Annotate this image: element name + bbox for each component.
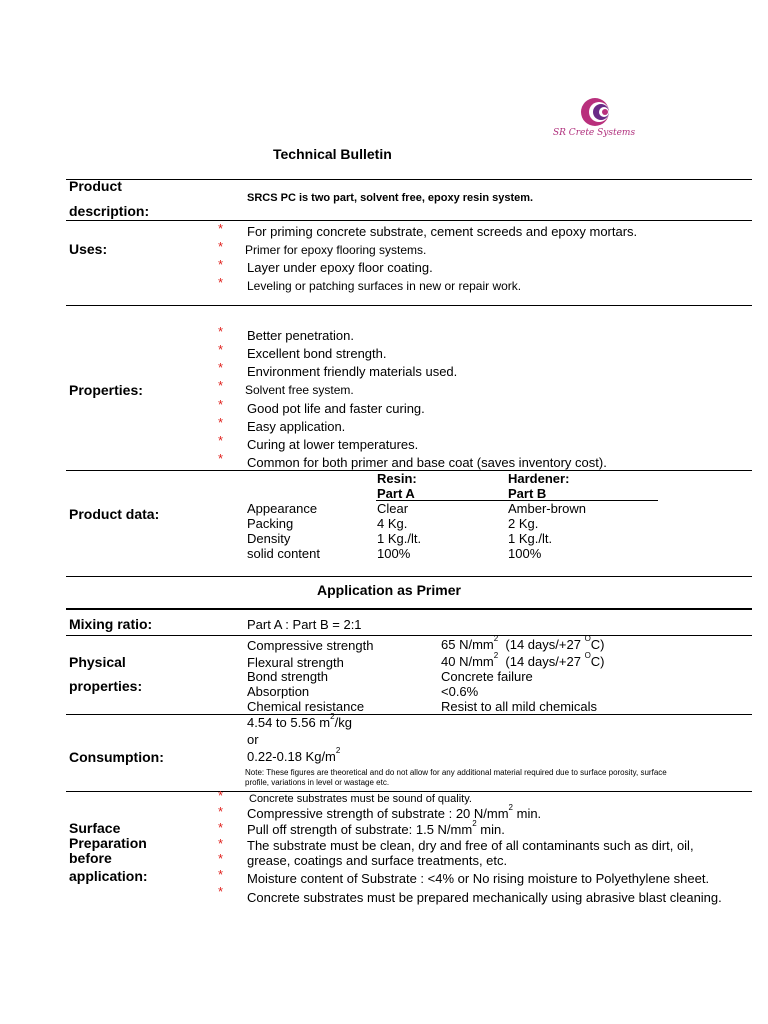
row-name: solid content (247, 546, 320, 561)
bullet-star: * (218, 451, 224, 466)
divider (66, 714, 752, 715)
list-item: The substrate must be clean, dry and free of all contaminants such as dirt, oil, (247, 838, 694, 853)
consumption-label: Consumption: (69, 749, 164, 765)
row-name: Packing (247, 516, 294, 531)
bullet-star: * (218, 836, 224, 851)
bullet-star: * (218, 221, 224, 236)
consumption-note-1: Note: These figures are theoretical and do not allow for any additional material required due to surface porosity, surface (245, 768, 667, 777)
row-value: 40 $N/mm^2$ (14 days/+27 $^O$C) (441, 651, 605, 669)
row-value: <0.6% (441, 684, 479, 699)
row-part-a: 100% (377, 546, 411, 561)
bullet-star: * (218, 867, 224, 882)
divider (66, 608, 752, 610)
row-value: 65 $N/mm^2$ (14 days/+27 $^O$C) (441, 634, 605, 652)
divider (66, 576, 752, 577)
list-item: Moisture content of Substrate : <4% or No rising moisture to Polyethylene sheet. (247, 871, 710, 886)
bullet-star: * (218, 324, 224, 339)
properties-label: Properties: (69, 382, 143, 398)
uses-label: Uses: (69, 241, 108, 257)
row-value: Resist to all mild chemicals (441, 699, 598, 714)
bullet-star: * (218, 239, 224, 254)
bullet-star: * (218, 820, 224, 835)
bullet-star: * (218, 804, 224, 819)
surface-label-1: Surface (69, 820, 121, 836)
bullet-star: * (218, 415, 224, 430)
bullet-star: * (218, 397, 224, 412)
list-item: Good pot life and faster curing. (247, 401, 425, 416)
row-name: Appearance (247, 501, 318, 516)
list-item: Common for both primer and base coat (saves inventory cost). (247, 455, 607, 470)
row-name: Chemical resistance (247, 699, 365, 714)
row-part-a: Clear (377, 501, 409, 516)
bullet-star: * (218, 378, 224, 393)
list-item: Leveling or patching surfaces in new or repair work. (247, 279, 522, 293)
list-item: Excellent bond strength. (247, 346, 387, 361)
page-title: Technical Bulletin (273, 146, 392, 162)
section-title: Application as Primer (317, 582, 461, 598)
row-name: Absorption (247, 684, 310, 699)
divider (66, 179, 752, 180)
col-a-subheading: Part A (377, 486, 415, 501)
bullet-star: * (218, 342, 224, 357)
product-description: SRCS PC is two part, solvent free, epoxy resin system. (247, 192, 534, 204)
row-name: Flexural strength (247, 655, 344, 670)
consumption-line-2: or (247, 732, 259, 747)
list-item: Better penetration. (247, 328, 354, 343)
product-label-2: description: (69, 203, 150, 219)
divider (66, 305, 752, 306)
list-item: For priming concrete substrate, cement screeds and epoxy mortars. (247, 224, 638, 239)
logo-text: SR Crete Systems (553, 128, 636, 138)
product-label-1: Product (69, 178, 122, 194)
list-item: Easy application. (247, 419, 346, 434)
mixing-label: Mixing ratio: (69, 616, 153, 632)
list-item: grease, coatings and surface treatments, etc. (247, 853, 508, 868)
bullet-star: * (218, 257, 224, 272)
physical-label-1: Physical (69, 654, 126, 670)
divider (66, 220, 752, 221)
physical-label-2: properties: (69, 678, 143, 694)
consumption-line-3: 0.22-0.18 $Kg/m^2$ (247, 746, 341, 764)
col-b-heading: Hardener: (508, 471, 570, 486)
row-part-b: 100% (508, 546, 542, 561)
list-item: Layer under epoxy floor coating. (247, 260, 433, 275)
row-part-b: 1 Kg./lt. (508, 531, 553, 546)
mixing-value: Part A : Part B = 2:1 (247, 617, 362, 632)
list-item: Pull off strength of substrate: 1.5 $N/mm^2$ min. (247, 819, 505, 837)
surface-label-3: before (69, 850, 112, 866)
list-item: Environment friendly materials used. (247, 364, 458, 379)
logo (545, 95, 645, 143)
row-name: Bond strength (247, 669, 328, 684)
list-item: Primer for epoxy flooring systems. (245, 243, 427, 257)
bullet-star: * (218, 275, 224, 290)
row-name: Compressive strength (247, 638, 374, 653)
row-name: Density (247, 531, 291, 546)
bullet-star: * (218, 851, 224, 866)
list-item: Concrete substrates must be prepared mechanically using abrasive blast cleaning. (247, 890, 722, 905)
row-part-b: 2 Kg. (508, 516, 539, 531)
row-value: Concrete failure (441, 669, 533, 684)
bullet-star: * (218, 433, 224, 448)
divider (66, 635, 752, 636)
consumption-note-2: profile, variations in level or wastage etc. (245, 778, 390, 787)
bullet-star: * (218, 360, 224, 375)
list-item: Solvent free system. (245, 383, 354, 397)
bullet-star: * (218, 788, 224, 803)
product-data-label: Product data: (69, 506, 160, 522)
divider (66, 791, 752, 792)
bullet-star: * (218, 884, 224, 899)
list-item: Compressive strength of substrate : 20 $N/mm^2$ min. (247, 803, 542, 821)
row-part-a: 1 Kg./lt. (377, 531, 422, 546)
row-part-a: 4 Kg. (377, 516, 408, 531)
surface-label-2: Preparation (69, 835, 147, 851)
consumption-line-1: 4.54 to 5.56 $m^2/kg$ (247, 712, 352, 730)
col-b-subheading: Part B (508, 486, 547, 501)
col-a-heading: Resin: (377, 471, 417, 486)
row-part-b: Amber-brown (508, 501, 587, 516)
surface-label-4: application: (69, 868, 148, 884)
list-item: Concrete substrates must be sound of quality. (249, 793, 472, 805)
list-item: Curing at lower temperatures. (247, 437, 419, 452)
